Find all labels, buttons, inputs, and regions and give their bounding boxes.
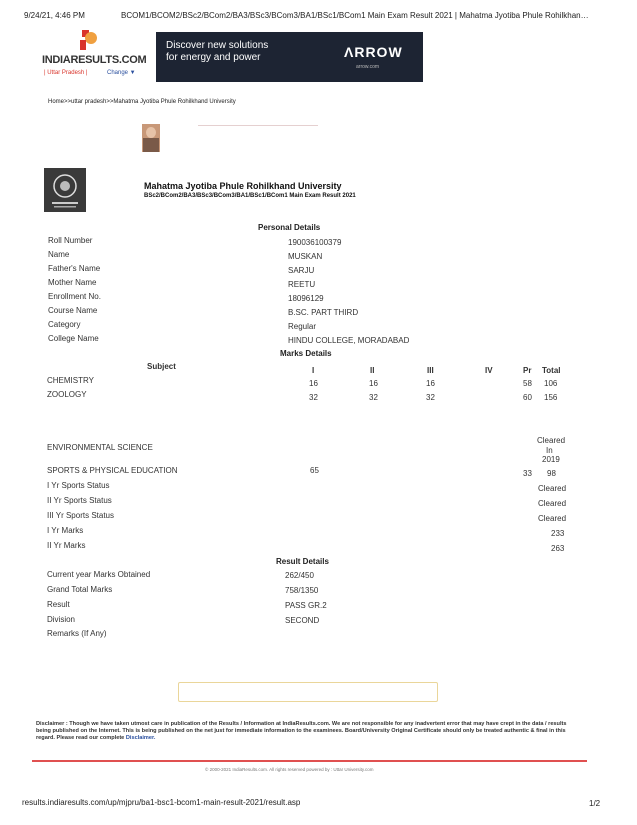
university-seal-icon — [44, 168, 86, 212]
subject-mark-pr: 60 — [523, 393, 532, 402]
result-details-heading: Result Details — [276, 557, 329, 566]
col-pr: Pr — [523, 366, 532, 375]
personal-label: Course Name — [48, 306, 98, 315]
personal-label: College Name — [48, 334, 99, 343]
result-label: Current year Marks Obtained — [47, 570, 151, 579]
print-datetime: 9/24/21, 4:46 PM — [24, 11, 85, 20]
col-iv: IV — [485, 366, 493, 375]
personal-details-heading: Personal Details — [258, 223, 321, 232]
personal-value: Regular — [288, 322, 317, 331]
subject-mark-ii: 16 — [369, 379, 378, 388]
result-label: Division — [47, 615, 76, 624]
extra-value: Cleared — [538, 484, 567, 493]
footer-divider — [32, 760, 587, 762]
breadcrumb[interactable]: Home>>uttar pradesh>>Mahatma Jyotiba Phule Rohilkhand University — [48, 99, 236, 105]
sports-i: 65 — [310, 466, 319, 475]
result-label: Grand Total Marks — [47, 585, 113, 594]
col-subject: Subject — [147, 362, 176, 371]
personal-label: Mother Name — [48, 278, 97, 287]
extra-value: 263 — [551, 544, 565, 553]
result-value: 758/1350 — [285, 586, 319, 595]
ad-photo — [142, 124, 160, 152]
university-name: Mahatma Jyotiba Phule Rohilkhand University — [144, 181, 342, 191]
disclaimer-link[interactable]: Disclaimer. — [125, 735, 156, 741]
exam-name: BSc2/BCom2/BA3/BSc3/BCom3/BA1/BSc1/BCom1 Main Exam Result 2021 — [144, 193, 356, 199]
env-science-status: Cleared — [537, 436, 566, 445]
extra-value: Cleared — [538, 514, 567, 523]
subject-name: ZOOLOGY — [47, 390, 87, 399]
personal-label: Father's Name — [48, 264, 101, 273]
print-url: results.indiaresults.com/up/mjpru/ba1-bsc1-bcom1-main-result-2021/result.asp — [22, 798, 301, 807]
result-value: 262/450 — [285, 571, 314, 580]
result-value: SECOND — [285, 616, 320, 625]
subject-mark-total: 156 — [544, 393, 558, 402]
sports-total: 98 — [547, 469, 556, 478]
sports-pr: 33 — [523, 469, 532, 478]
divider-line — [198, 125, 318, 126]
personal-value: MUSKAN — [288, 252, 323, 261]
logo-text: INDIARESULTS.COM — [42, 54, 147, 66]
col-total: Total — [542, 366, 561, 375]
extra-value: 233 — [551, 529, 565, 538]
subject-mark-i: 16 — [309, 379, 318, 388]
extra-label: II Yr Marks — [47, 541, 86, 550]
subject-mark-iii: 32 — [426, 393, 435, 402]
subject-name: CHEMISTRY — [47, 376, 94, 385]
personal-value: 190036100379 — [288, 238, 342, 247]
change-state-link[interactable]: Change ▼ — [107, 70, 136, 76]
personal-value: REETU — [288, 280, 316, 289]
extra-label: I Yr Sports Status — [47, 481, 110, 490]
personal-value: 18096129 — [288, 294, 324, 303]
personal-label: Category — [48, 320, 81, 329]
personal-label: Name — [48, 250, 70, 259]
marks-details-heading: Marks Details — [280, 349, 332, 358]
extra-label: I Yr Marks — [47, 526, 84, 535]
print-page-number: 1/2 — [589, 799, 601, 808]
extra-label: III Yr Sports Status — [47, 511, 114, 520]
subject-mark-i: 32 — [309, 393, 318, 402]
state-label: | Uttar Pradesh | — [44, 70, 88, 76]
personal-label: Enrollment No. — [48, 292, 101, 301]
ad-brand: ΛRROW — [344, 44, 403, 60]
personal-value: B.SC. PART THIRD — [288, 308, 359, 317]
ad-line2: for energy and power — [166, 52, 261, 63]
site-logo[interactable] — [40, 28, 150, 80]
extra-label: II Yr Sports Status — [47, 496, 112, 505]
col-i: I — [312, 366, 315, 375]
env-science-in: In — [546, 446, 553, 455]
col-ii: II — [370, 366, 375, 375]
col-iii: III — [427, 366, 434, 375]
extra-value: Cleared — [538, 499, 567, 508]
subject-mark-pr: 58 — [523, 379, 532, 388]
copyright: © 2000-2021 IndiaResults.com. All rights reserved powered by : Uttar University.com — [205, 767, 374, 772]
personal-value: SARJU — [288, 266, 315, 275]
result-value: PASS GR.2 — [285, 601, 327, 610]
disclaimer — [36, 721, 576, 742]
ad-url: arrow.com — [356, 64, 380, 70]
env-science-label: ENVIRONMENTAL SCIENCE — [47, 443, 153, 452]
subject-mark-iii: 16 — [426, 379, 435, 388]
ad-line1: Discover new solutions — [166, 40, 269, 51]
result-label: Result — [47, 600, 70, 609]
result-label: Remarks (If Any) — [47, 629, 107, 638]
env-science-year: 2019 — [542, 455, 560, 464]
logo-figure-icon — [78, 28, 98, 52]
sports-label: SPORTS & PHYSICAL EDUCATION — [47, 466, 178, 475]
ad-placeholder-box — [178, 682, 438, 702]
university-emblem — [44, 168, 86, 212]
subject-mark-total: 106 — [544, 379, 558, 388]
disclaimer-text: Disclaimer : Though we have taken utmost care in publication of the Results / Information at IndiaResults.com. We are not responsible for any inadvertent error that may have crept in the data / results being published on the Internet. This is being published on the net just for immediate information to the examinees. Board/University Original Certificate should only be treated authentic & final in this regard. Please read our complete — [36, 721, 567, 741]
print-page-title: BCOM1/BCOM2/BSc2/BCom2/BA3/BSc3/BCom3/BA1/BSc1/BCom1 Main Exam Result 2021 | Mahatma Jyotiba Phule Rohilkhan… — [121, 11, 589, 20]
personal-label: Roll Number — [48, 236, 93, 245]
ad-banner[interactable] — [156, 32, 423, 82]
subject-mark-ii: 32 — [369, 393, 378, 402]
personal-value: HINDU COLLEGE, MORADABAD — [288, 336, 410, 345]
